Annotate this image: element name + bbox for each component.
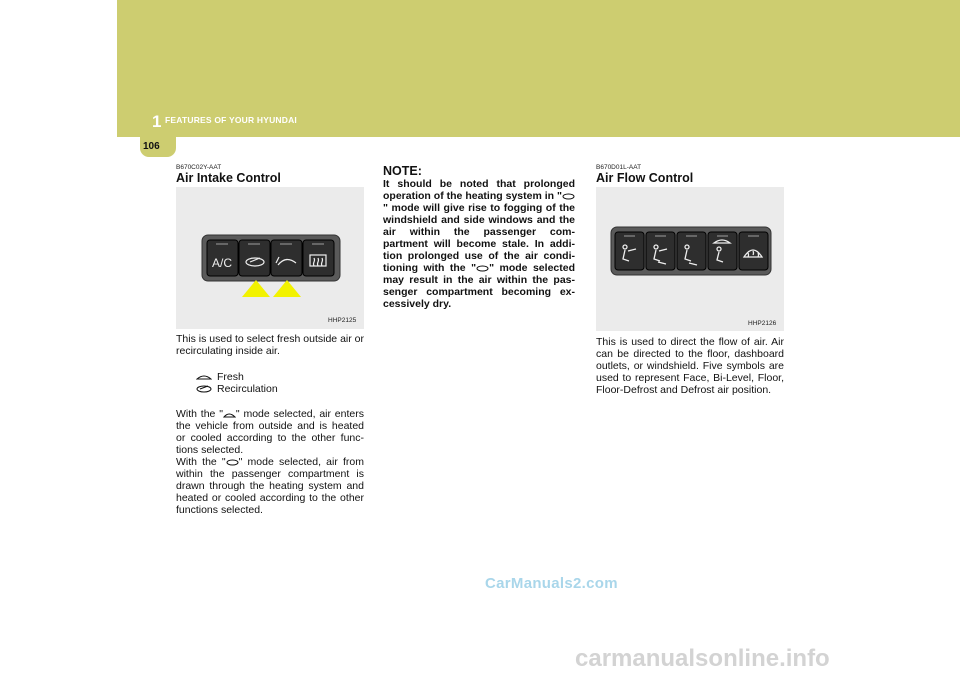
recirculation-icon bbox=[562, 193, 575, 200]
note-part1: It should be noted that prolonged operation of the heating system in " bbox=[383, 178, 575, 202]
floor-defrost-mode-button bbox=[708, 232, 737, 270]
recirculation-icon bbox=[196, 385, 212, 393]
note-part3: " mode selected may result in the air within the pas-senger compartment becoming ex-cessively dry. bbox=[383, 262, 575, 310]
para2-start: With the " bbox=[176, 456, 226, 468]
section-code: B670C02Y-AAT bbox=[176, 164, 222, 171]
page-number: 106 bbox=[143, 141, 160, 152]
legend-recirc-label: Recirculation bbox=[217, 383, 278, 395]
air-flow-photo bbox=[596, 187, 784, 331]
legend-fresh bbox=[196, 371, 278, 383]
chapter-title: FEATURES OF YOUR HYUNDAI bbox=[165, 115, 297, 125]
section-code: B670D01L-AAT bbox=[596, 164, 642, 171]
floor-mode-button bbox=[677, 232, 706, 270]
air-intake-panel-illustration bbox=[176, 187, 364, 329]
arrow-pointer bbox=[242, 280, 270, 297]
legend-recirc bbox=[196, 383, 278, 395]
fresh-air-button bbox=[271, 240, 302, 276]
note-title: NOTE: bbox=[383, 164, 422, 178]
air-intake-intro: This is used to select fresh outside air or recirculating inside air. bbox=[176, 333, 364, 357]
recirculation-icon bbox=[476, 265, 489, 272]
air-flow-body: This is used to direct the flow of air. Air can be directed to the floor, dashboard outlets, or windshield. Five symbols are used to represent Face, Bi-Level, Floor, Floor-Defrost and Defrost air position. bbox=[596, 336, 784, 396]
section-heading: Air Flow Control bbox=[596, 171, 694, 185]
fresh-air-icon bbox=[223, 411, 236, 418]
air-intake-body bbox=[176, 408, 364, 516]
recirculation-icon bbox=[226, 459, 239, 466]
para1-end: " mode selected, air enters the vehicle from outside and is heated or cooled according to the other func-tions selected. bbox=[176, 408, 364, 456]
fresh-air-icon bbox=[196, 373, 212, 381]
air-flow-panel-illustration bbox=[596, 187, 784, 331]
photo-code: HHP2125 bbox=[328, 317, 357, 324]
chapter-number: 1 bbox=[152, 112, 162, 131]
photo-code: HHP2126 bbox=[748, 320, 777, 327]
legend-fresh-label: Fresh bbox=[217, 371, 244, 383]
ac-label: A/C bbox=[212, 256, 233, 270]
watermark-bottom[interactable]: carmanualsonline.info bbox=[575, 645, 830, 672]
arrow-pointer bbox=[273, 280, 301, 297]
watermark-top[interactable]: CarManuals2.com bbox=[485, 575, 618, 592]
note-part2: " mode will give rise to fogging of the windshield and side windows and the air within the passenger com-partment will become stale. In addi-tion prolonged use of the air condi-tioning with the " bbox=[383, 202, 575, 274]
para2-end: " mode selected, air from within the passenger compartment is drawn through the heating system and heated or cooled according to the other functions selected. bbox=[176, 456, 364, 516]
note-body bbox=[383, 178, 575, 310]
intake-legend bbox=[196, 371, 278, 395]
section-heading: Air Intake Control bbox=[176, 171, 281, 185]
air-intake-photo bbox=[176, 187, 364, 329]
para1-start: With the " bbox=[176, 408, 223, 420]
